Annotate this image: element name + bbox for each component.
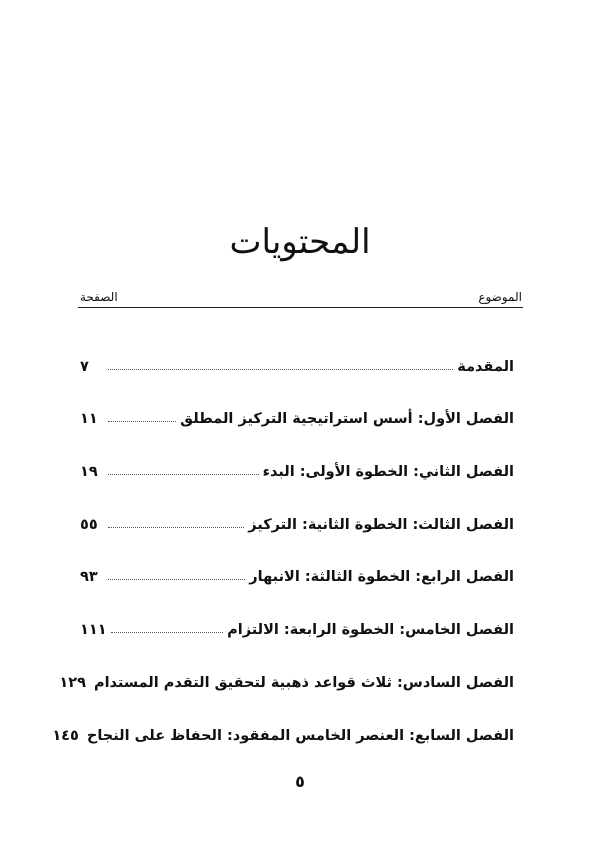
table-of-contents xyxy=(52,322,514,744)
toc-entry-page: ١٤٥ xyxy=(52,727,79,744)
toc-entry-title: المقدمة xyxy=(457,358,514,375)
toc-entry-page: ٩٣ xyxy=(80,569,98,586)
toc-entry-page: ١٢٩ xyxy=(59,674,86,691)
toc-entry xyxy=(52,691,514,744)
toc-entry-page: ١١١ xyxy=(80,622,107,639)
dot-leader xyxy=(108,369,453,370)
toc-entry-page: ٥٥ xyxy=(80,516,98,533)
page-column-label: الصفحة xyxy=(80,290,118,304)
toc-entry-title: الفصل الثاني: الخطوة الأولى: البدء xyxy=(262,464,514,481)
page-number: ٥ xyxy=(295,772,305,791)
header-divider xyxy=(78,307,523,308)
dot-leader xyxy=(108,474,259,475)
toc-entry xyxy=(59,638,514,691)
toc-entry-title: الفصل السادس: ثلاث قواعد ذهبية لتحقيق التقدم المستدام xyxy=(93,674,514,691)
toc-entry xyxy=(80,375,514,428)
toc-entry xyxy=(80,585,514,638)
toc-entry-page: ١١ xyxy=(80,411,98,428)
toc-entry-page: ١٩ xyxy=(80,464,98,481)
toc-entry-title: الفصل الرابع: الخطوة الثالثة: الانبهار xyxy=(249,569,514,586)
dot-leader xyxy=(108,527,244,528)
topic-column-label: الموضوع xyxy=(478,290,522,304)
toc-entry-title: الفصل الثالث: الخطوة الثانية: التركيز xyxy=(248,516,514,533)
toc-entry xyxy=(80,480,514,533)
toc-entry-page: ٧ xyxy=(80,358,89,375)
toc-entry xyxy=(80,322,514,375)
toc-entry-title: الفصل السابع: العنصر الخامس المفقود: الحفاظ على النجاح xyxy=(86,727,514,744)
toc-header xyxy=(80,284,522,304)
dot-leader xyxy=(111,632,224,633)
toc-entry-title: الفصل الأول: أسس استراتيجية التركيز المطلق xyxy=(180,411,514,428)
dot-leader xyxy=(108,421,176,422)
toc-entry xyxy=(80,427,514,480)
toc-entry-title: الفصل الخامس: الخطوة الرابعة: الالتزام xyxy=(227,622,514,639)
page-title: المحتويات xyxy=(229,222,371,262)
dot-leader xyxy=(108,579,245,580)
toc-entry xyxy=(80,533,514,586)
